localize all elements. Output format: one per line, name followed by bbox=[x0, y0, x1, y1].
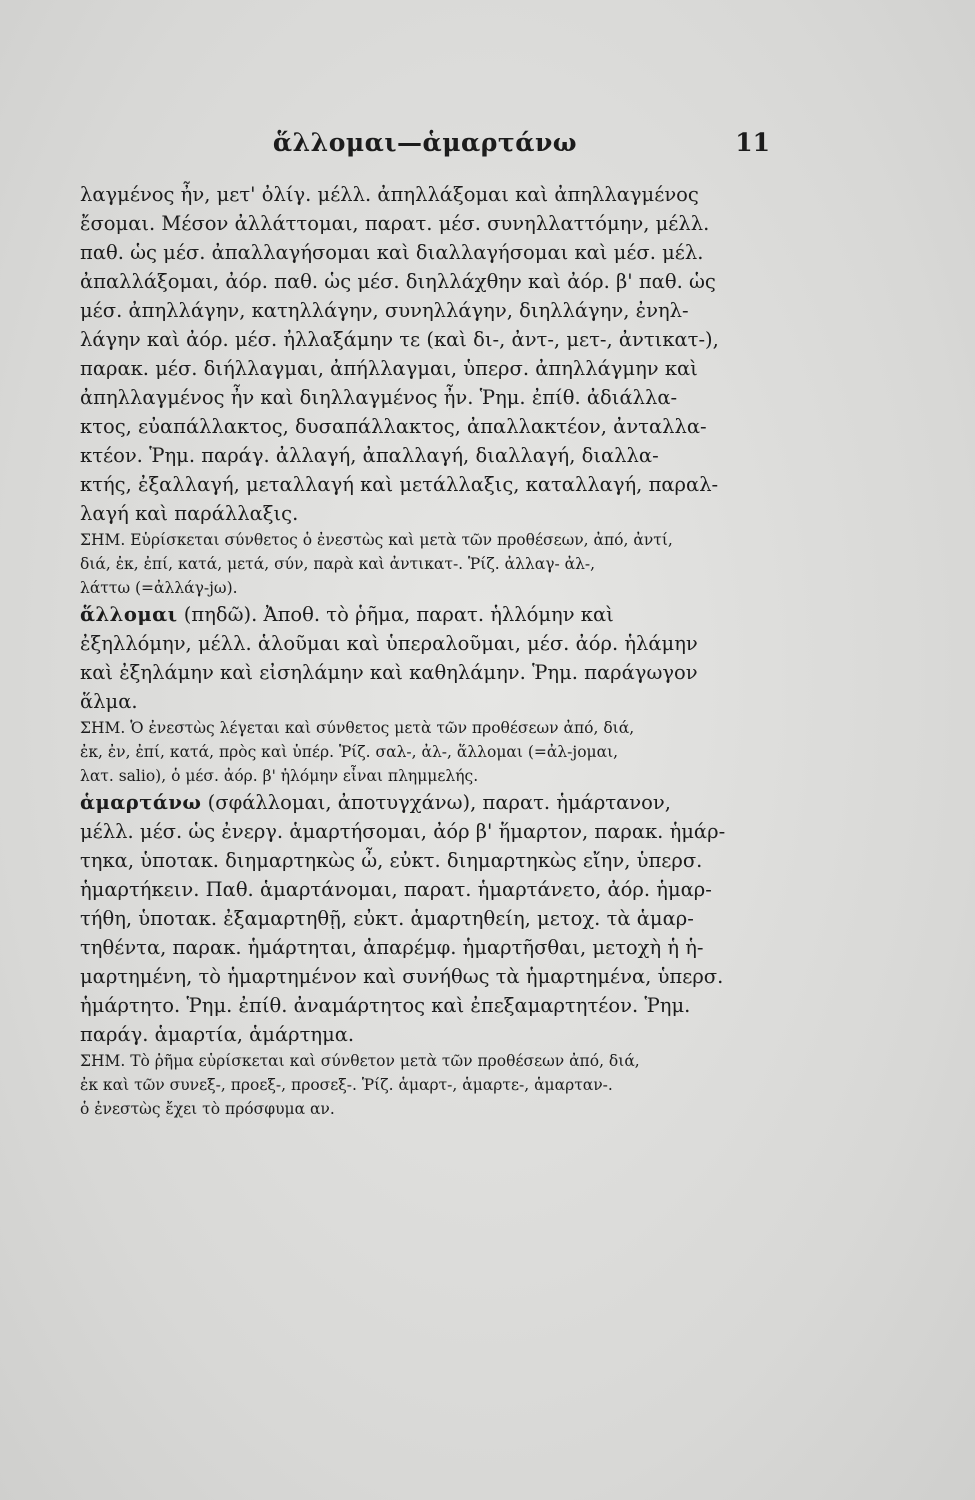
note-line: ἐκ, ἐν, ἐπί, κατά, πρὸς καὶ ὑπέρ. Ῥίζ. σαλ-, ἀλ-, ἅλλομαι (=ἀλ-jομαι, bbox=[80, 743, 619, 761]
note-allasso bbox=[80, 528, 765, 600]
text-line: μέσ. ἀπηλλάγην, κατηλλάγην, συνηλλάγην, διηλλάγην, ἐνηλ- bbox=[80, 299, 689, 322]
note-line: ΣΗΜ. Τὸ ῥῆμα εὑρίσκεται καὶ σύνθετον μετὰ τῶν προθέσεων ἀπό, διά, bbox=[80, 1052, 640, 1070]
text-line: τήθη, ὑποτακ. ἐξαμαρτηθῇ, εὐκτ. ἁμαρτηθείη, μετοχ. τὰ ἁμαρ- bbox=[80, 907, 694, 930]
text-line: κτος, εὐαπάλλακτος, δυσαπάλλακτος, ἀπαλλακτέον, ἀνταλλα- bbox=[80, 415, 707, 438]
text-line: παρακ. μέσ. διήλλαγμαι, ἀπήλλαγμαι, ὑπερσ. ἀπηλλάγμην καὶ bbox=[80, 357, 698, 380]
note-line: ἐκ καὶ τῶν συνεξ-, προεξ-, προσεξ-. Ῥίζ. ἁμαρτ-, ἁμαρτε-, ἁμαρταν-. bbox=[80, 1076, 613, 1094]
note-hallomai bbox=[80, 716, 765, 788]
headword: ἁμαρτάνω bbox=[80, 791, 202, 814]
text-line: λαγμένος ἦν, μετ' ὀλίγ. μέλλ. ἀπηλλάξομαι καὶ ἀπηλλαγμένος bbox=[80, 183, 699, 206]
entry-allasso-continued bbox=[80, 180, 765, 528]
entry-hallomai bbox=[80, 600, 765, 716]
text-line: καὶ ἐξηλάμην καὶ εἰσηλάμην καὶ καθηλάμην. Ῥημ. παράγωγον bbox=[80, 661, 698, 684]
note-line: ὁ ἐνεστὼς ἔχει τὸ πρόσφυμα αν. bbox=[80, 1100, 335, 1118]
page-header bbox=[80, 128, 770, 168]
text-line: ἀπηλλαγμένος ἦν καὶ διηλλαγμένος ἦν. Ῥημ. ἐπίθ. ἀδιάλλα- bbox=[80, 386, 678, 409]
text-line: παράγ. ἁμαρτία, ἁμάρτημα. bbox=[80, 1023, 355, 1046]
page-number: 11 bbox=[735, 128, 770, 157]
text-line: ἔσομαι. Μέσον ἀλλάττομαι, παρατ. μέσ. συνηλλαττόμην, μέλλ. bbox=[80, 212, 710, 235]
headword: ἅλλομαι bbox=[80, 603, 178, 626]
text-line: ἐξηλλόμην, μέλλ. ἁλοῦμαι καὶ ὑπεραλοῦμαι, μέσ. ἀόρ. ἡλάμην bbox=[80, 632, 698, 655]
note-line: λατ. salio), ὁ μέσ. ἀόρ. β' ἡλόμην εἶναι πλημμελής. bbox=[80, 767, 479, 785]
text-line: τηκα, ὑποτακ. διημαρτηκὼς ὦ, εὐκτ. διημαρτηκὼς εἴην, ὑπερσ. bbox=[80, 849, 703, 872]
note-line: λάττω (=ἀλλάγ-jω). bbox=[80, 579, 238, 597]
running-head: ἅλλομαι—ἁμαρτάνω bbox=[272, 128, 578, 157]
note-line: διά, ἐκ, ἐπί, κατά, μετά, σύν, παρὰ καὶ ἀντικατ-. Ῥίζ. ἀλλαγ- ἀλ-, bbox=[80, 555, 596, 573]
text-line: παθ. ὡς μέσ. ἀπαλλαγήσομαι καὶ διαλλαγήσομαι καὶ μέσ. μέλ. bbox=[80, 241, 704, 264]
text-line: ἡμάρτητο. Ῥημ. ἐπίθ. ἀναμάρτητος καὶ ἐπεξαμαρτητέον. Ῥημ. bbox=[80, 994, 691, 1017]
page-body bbox=[80, 180, 765, 1121]
text-line: τηθέντα, παρακ. ἡμάρτηται, ἀπαρέμφ. ἡμαρτῆσθαι, μετοχὴ ἡ ἡ- bbox=[80, 936, 704, 959]
text-line: μαρτημένη, τὸ ἡμαρτημένον καὶ συνήθως τὰ ἡμαρτημένα, ὑπερσ. bbox=[80, 965, 724, 988]
text-line: μέλλ. μέσ. ὡς ἐνεργ. ἁμαρτήσομαι, ἀόρ β' ἥμαρτον, παρακ. ἡμάρ- bbox=[80, 820, 726, 843]
note-line: ΣΗΜ. Ὁ ἐνεστὼς λέγεται καὶ σύνθετος μετὰ τῶν προθέσεων ἀπό, διά, bbox=[80, 719, 635, 737]
entry-hamartano bbox=[80, 788, 765, 1049]
text-line: κτέον. Ῥημ. παράγ. ἀλλαγή, ἀπαλλαγή, διαλλαγή, διαλλα- bbox=[80, 444, 659, 467]
lemma-line: ἅλλομαι (πηδῶ). Ἀποθ. τὸ ῥῆμα, παρατ. ἡλλόμην καὶ bbox=[80, 603, 614, 626]
text-line: κτής, ἐξαλλαγή, μεταλλαγή καὶ μετάλλαξις, καταλλαγή, παραλ- bbox=[80, 473, 719, 496]
note-hamartano bbox=[80, 1049, 765, 1121]
text-line: ἀπαλλάξομαι, ἀόρ. παθ. ὡς μέσ. διηλλάχθην καὶ ἀόρ. β' παθ. ὡς bbox=[80, 270, 716, 293]
lemma-line: ἁμαρτάνω (σφάλλομαι, ἀποτυγχάνω), παρατ. ἡμάρτανον, bbox=[80, 791, 671, 814]
text-line: ἅλμα. bbox=[80, 690, 138, 713]
text-line: λαγή καὶ παράλλαξις. bbox=[80, 502, 299, 525]
text-line: ἡμαρτήκειν. Παθ. ἁμαρτάνομαι, παρατ. ἡμαρτάνετο, ἀόρ. ἡμαρ- bbox=[80, 878, 712, 901]
note-line: ΣΗΜ. Εὑρίσκεται σύνθετος ὁ ἐνεστὼς καὶ μετὰ τῶν προθέσεων, ἀπό, ἀντί, bbox=[80, 531, 673, 549]
text-line: λάγην καὶ ἀόρ. μέσ. ἠλλαξάμην τε (καὶ δι-, ἀντ-, μετ-, ἀντικατ-), bbox=[80, 328, 719, 351]
